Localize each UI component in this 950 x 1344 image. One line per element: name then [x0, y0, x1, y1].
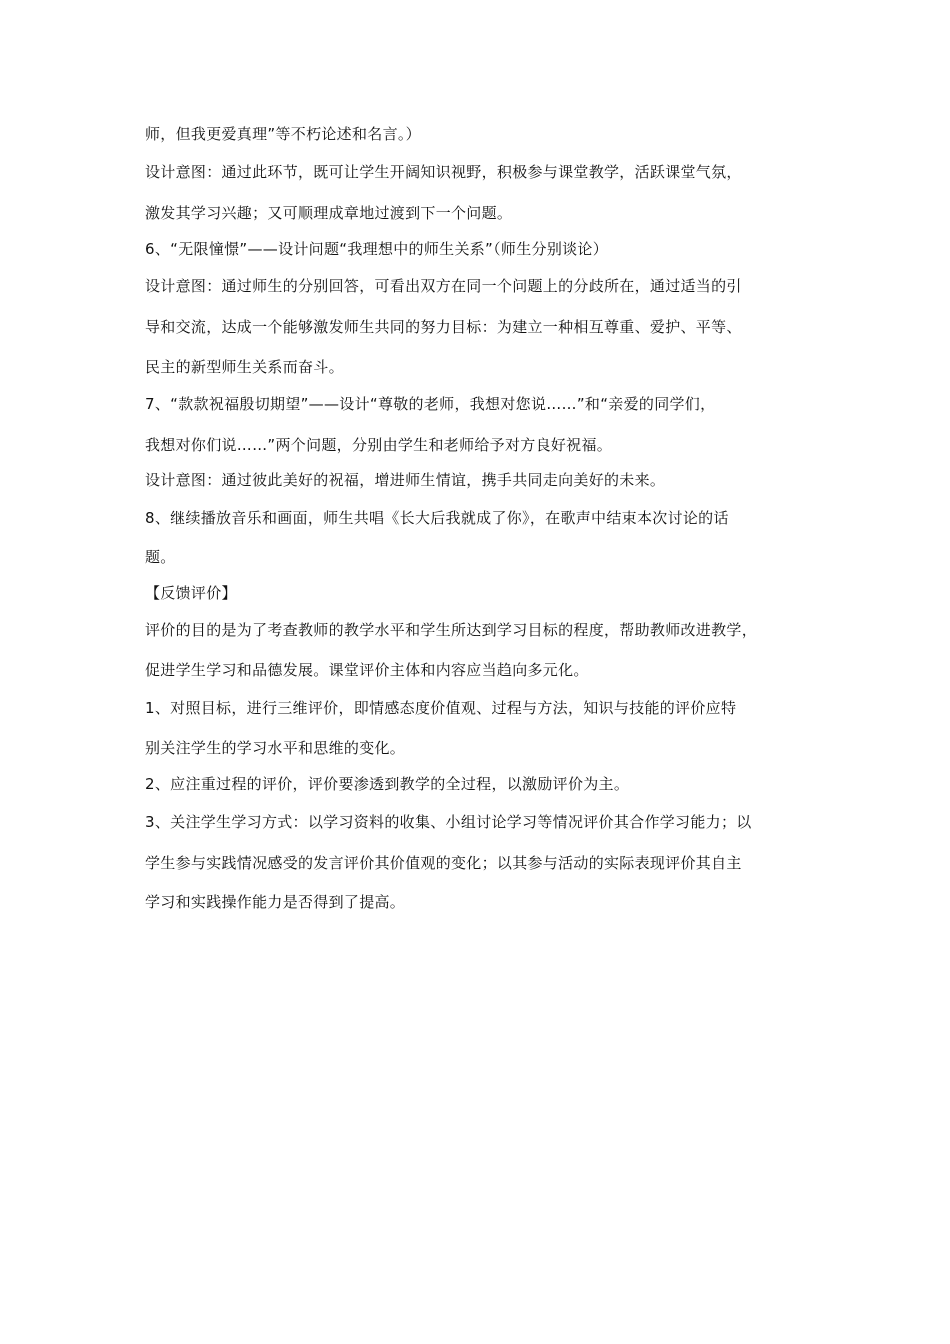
text-line: 8、继续播放音乐和画面，师生共唱《长大后我就成了你》，在歌声中结束本次讨论的话 [145, 509, 729, 527]
text-line: 别关注学生的学习水平和思维的变化。 [145, 739, 406, 757]
text-line: 导和交流，达成一个能够激发师生共同的努力目标：为建立一种相互尊重、爱护、平等、 [145, 318, 742, 336]
text-line: 学习和实践操作能力是否得到了提高。 [145, 893, 406, 911]
text-line: 促进学生学习和品德发展。课堂评价主体和内容应当趋向多元化。 [145, 661, 589, 679]
text-line: 1、对照目标，进行三维评价，即情感态度价值观、过程与方法，知识与技能的评价应特 [145, 699, 737, 717]
text-line: 题。 [145, 548, 176, 566]
text-line: 我想对你们说……”两个问题，分别由学生和老师给予对方良好祝福。 [145, 436, 613, 454]
text-line: 3、关注学生学习方式：以学习资料的收集、小组讨论学习等情况评价其合作学习能力；以 [145, 813, 752, 831]
text-line: 6、“无限憧憬”——设计问题“我理想中的师生关系”（师生分别谈论） [145, 240, 609, 258]
text-line: 评价的目的是为了考查教师的教学水平和学生所达到学习目标的程度，帮助教师改进教学， [145, 621, 758, 639]
text-line: 民主的新型师生关系而奋斗。 [145, 358, 344, 376]
section-heading: 【反馈评价】 [145, 584, 237, 602]
text-line: 激发其学习兴趣；又可顺理成章地过渡到下一个问题。 [145, 204, 513, 222]
text-line: 学生参与实践情况感受的发言评价其价值观的变化；以其参与活动的实际表现评价其自主 [145, 854, 742, 872]
text-line: 2、应注重过程的评价，评价要渗透到教学的全过程，以激励评价为主。 [145, 775, 630, 793]
text-line: 师，但我更爱真理”等不朽论述和名言。） [145, 125, 421, 143]
text-line: 设计意图：通过此环节，既可让学生开阔知识视野，积极参与课堂教学，活跃课堂气氛， [145, 163, 742, 181]
text-line: 设计意图：通过师生的分别回答，可看出双方在同一个问题上的分歧所在，通过适当的引 [145, 277, 742, 295]
text-line: 设计意图：通过彼此美好的祝福，增进师生情谊，携手共同走向美好的未来。 [145, 471, 666, 489]
text-line: 7、“款款祝福殷切期望”——设计“尊敬的老师，我想对您说……”和“亲爱的同学们， [145, 395, 716, 413]
